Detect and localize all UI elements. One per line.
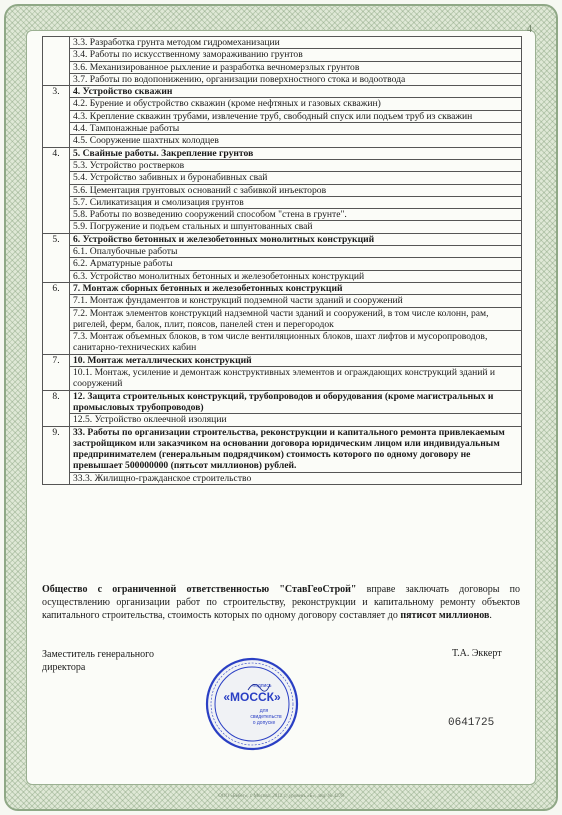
table-row: [43, 426, 522, 484]
position-line-1: Заместитель генерального: [42, 649, 154, 660]
serial-number: 0641725: [448, 717, 495, 729]
work-type-item: 3.7. Работы по водопонижению, организации поверхностного стока и водоотвода: [73, 73, 406, 85]
work-type-item: 7.3. Монтаж объемных блоков, в том числе вентиляционных блоков, шахт лифтов и мусоропроводов, санитарно-технических кабин: [73, 331, 488, 354]
work-group-title: 6. Устройство бетонных и железобетонных монолитных конструкций: [70, 234, 521, 246]
position-line-2: директора: [42, 662, 86, 673]
work-type-item: 4.2. Бурение и обустройство скважин (кроме нефтяных и газовых скважин): [70, 98, 521, 110]
work-type-item: 5.7. Силикатизация и смолизация грунтов: [70, 197, 521, 209]
notice-limit: пятисот миллионов: [400, 610, 490, 621]
work-type-item: 3.3. Разработка грунта методом гидромеханизации: [70, 37, 521, 49]
row-content: [70, 282, 522, 354]
work-type-item: 12.5. Устройство оклеечной изоляции: [73, 414, 227, 426]
notice-paragraph: [42, 583, 520, 622]
signatory-name: Т.А. Эккерт: [452, 648, 502, 659]
work-group-title: 7. Монтаж сборных бетонных и железобетонных конструкций: [70, 283, 521, 295]
work-group-title: 33. Работы по организации строительства, реконструкции и капитального ремонта привлекаемым застройщиком или заказчиком на основании договора юридическим лицом или индивидуальным предпринимателем (генеральным подрядчиком) стоимость которого по одному договору не превышает 500000000 (пятьсот миллионов) рублей.: [70, 427, 521, 473]
work-type-item: 3.6. Механизированное рыхление и разработка вечномерзлых грунтов: [70, 62, 521, 74]
row-number: 8.: [43, 390, 70, 426]
stamp-sub-1: для: [259, 708, 269, 714]
row-number: 6.: [43, 282, 70, 354]
work-type-item: 7.2. Монтаж элементов конструкций надземной части зданий и сооружений, в том числе колонн, рам, ригелей, ферм, балок, плит, поясов, панелей стен и перегородок: [70, 308, 521, 332]
work-type-item: 5.9. Погружение и подъем стальных и шпунтованных свай: [73, 221, 313, 233]
row-number: 7.: [43, 354, 70, 390]
stamp-sub-2: свидетельств: [250, 714, 282, 720]
work-type-item: 4.3. Крепление скважин трубами, извлечение труб, свободный спуск или подъем труб из скважин: [70, 111, 521, 123]
row-content: [70, 147, 522, 233]
page-number: 4: [527, 24, 532, 35]
row-number: 3.: [43, 86, 70, 147]
table-row: [43, 37, 522, 86]
row-content: [70, 426, 522, 484]
org-name: Общество с ограниченной ответственностью "СтавГеоСтрой": [42, 584, 357, 595]
work-type-item: 3.4. Работы по искусственному замораживанию грунтов: [70, 49, 521, 61]
work-group-title: 5. Свайные работы. Закрепление грунтов: [70, 148, 521, 160]
work-type-item: 5.3. Устройство ростверков: [70, 160, 521, 172]
work-type-item: 6.2. Арматурные работы: [70, 258, 521, 270]
row-number: 4.: [43, 147, 70, 233]
row-content: [70, 233, 522, 282]
row-content: [70, 390, 522, 426]
work-type-item: 7.1. Монтаж фундаментов и конструкций подземной части зданий и сооружений: [70, 295, 521, 307]
row-content: [70, 354, 522, 390]
seal-stamp: [204, 656, 300, 752]
row-content: [70, 86, 522, 147]
table-row: [43, 282, 522, 354]
work-types-table-container: [42, 36, 522, 485]
work-type-item: 6.3. Устройство монолитных бетонных и железобетонных конструкций: [73, 270, 365, 282]
row-number: [43, 37, 70, 86]
work-type-item: 5.8. Работы по возведению сооружений способом "стена в грунте".: [70, 209, 521, 221]
table-row: [43, 233, 522, 282]
work-group-title: 4. Устройство скважин: [70, 86, 521, 98]
work-group-title: 10. Монтаж металлических конструкций: [70, 355, 521, 367]
table-row: [43, 147, 522, 233]
table-row: [43, 354, 522, 390]
stamp-sub-3: о допуске: [252, 720, 276, 726]
row-content: [70, 37, 522, 86]
work-type-item: 4.4. Тампонажные работы: [70, 123, 521, 135]
signatory-position: [42, 648, 154, 674]
work-type-item: 4.5. Сооружение шахтных колодцев: [73, 135, 219, 147]
stamp-podpis: подпись: [252, 683, 272, 689]
work-type-item: 6.1. Опалубочные работы: [70, 246, 521, 258]
work-group-title: 12. Защита строительных конструкций, трубопроводов и оборудования (кроме магистральных и промысловых трубопроводов): [70, 391, 521, 415]
stamp-center-text: «МОССК»: [223, 690, 281, 704]
work-type-item: 5.4. Устройство забивных и буронабивных свай: [70, 172, 521, 184]
row-number: 5.: [43, 233, 70, 282]
work-type-item: 10.1. Монтаж, усиление и демонтаж конструктивных элементов и ограждающих конструкций зданий и сооружений: [73, 367, 496, 390]
table-row: [43, 390, 522, 426]
printer-footer: ООО «Бебег», г. Москва, 2012 г., уровень «Б», лиц. № 4278: [218, 794, 344, 799]
row-number: 9.: [43, 426, 70, 484]
work-types-table: [42, 36, 522, 485]
notice-end: .: [489, 610, 492, 621]
notice-text: вправе заключать договоры по осуществлению организации работ по строительству, реконструкции и капитальному ремонту объектов капитального строительства, стоимость которых по одному договору составляет до: [42, 584, 520, 621]
work-type-item: 5.6. Цементация грунтовых оснований с забивкой инъекторов: [70, 185, 521, 197]
work-type-item: 33.3. Жилищно-гражданское строительство: [73, 472, 252, 484]
table-row: [43, 86, 522, 147]
